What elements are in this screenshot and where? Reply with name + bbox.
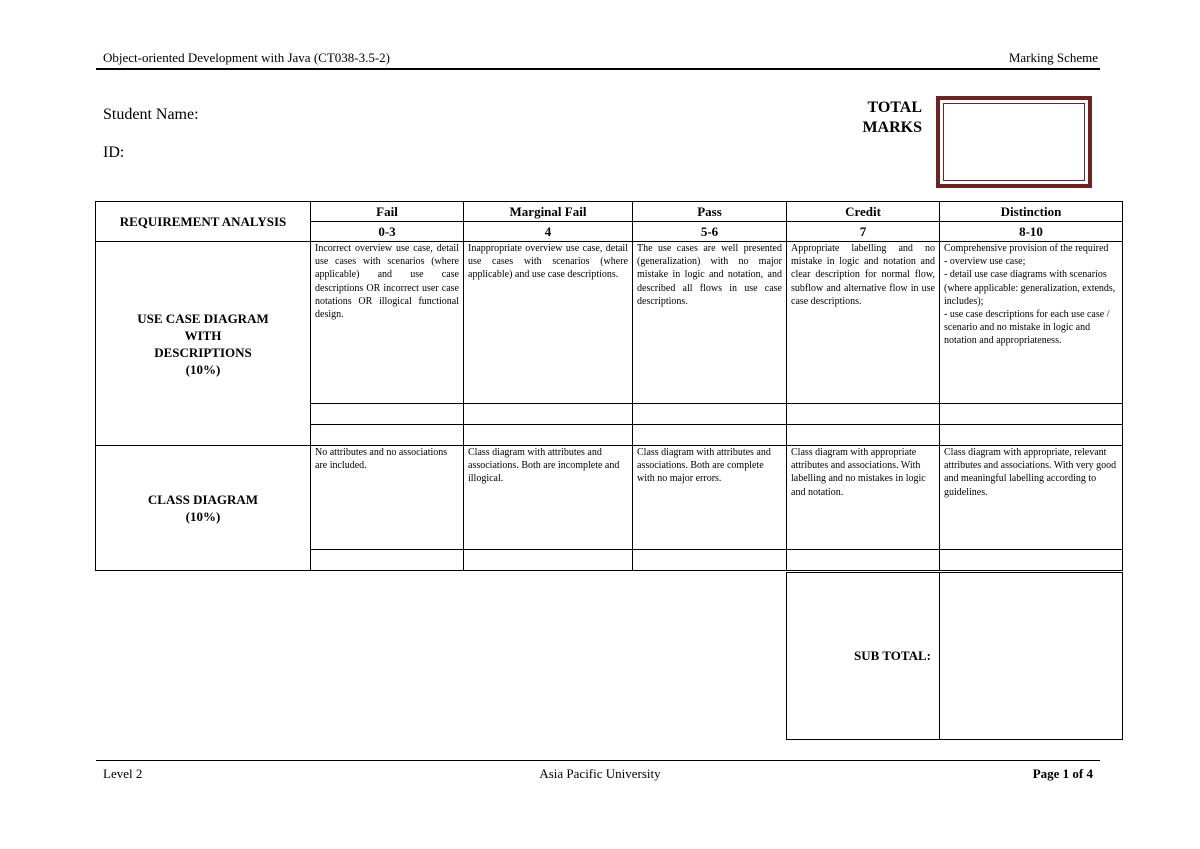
band-range: 0-3 — [311, 222, 464, 242]
criterion-title-line: (10%) — [185, 509, 221, 524]
descriptor-cell — [633, 446, 787, 550]
descriptor-text: Class diagram with appropriate, relevant attributes and associations. With very good and meaningful labelling according to guidelines. — [944, 447, 1117, 498]
descriptor-text: Class diagram with attributes and associations. Both are complete with no major errors. — [637, 447, 771, 485]
footer-rule — [96, 760, 1100, 761]
descriptor-cell — [633, 242, 787, 404]
descriptor-text: Class diagram with appropriate attributes and associations. With labelling and no mistakes in logic and notation. — [791, 447, 926, 498]
total-marks-box — [936, 96, 1092, 188]
descriptor-text: Appropriate labelling and no mistake in logic and notation and clear description for normal flow, subflow and alternative flow in use case descriptions. — [791, 243, 935, 307]
course-title: Object-oriented Development with Java (CT038-3.5-2) — [103, 50, 390, 65]
total-marks-label — [862, 98, 922, 138]
criterion-class-diagram — [96, 446, 311, 571]
footer-page: Page 1 of 4 — [1032, 766, 1093, 781]
criterion-title-line: (10%) — [185, 361, 221, 377]
header-rule — [96, 68, 1100, 70]
descriptor-cell — [787, 446, 940, 550]
rubric-table — [95, 201, 1123, 571]
doc-type: Marking Scheme — [1008, 50, 1098, 65]
criterion-use-case — [96, 242, 311, 446]
criterion-title-line: USE CASE DIAGRAM — [137, 310, 269, 326]
descriptor-cell — [311, 446, 464, 550]
subtotal-value-cell — [940, 573, 1123, 740]
descriptor-text: Class diagram with attributes and associations. Both are incomplete and illogical. — [468, 447, 620, 485]
footer-level: Level 2 — [103, 766, 143, 781]
band-name: Fail — [311, 202, 464, 222]
footer-university: Asia Pacific University — [539, 766, 661, 781]
student-id-label: ID: — [103, 144, 125, 161]
band-name: Distinction — [940, 202, 1123, 222]
descriptor-cell — [787, 242, 940, 404]
student-name-label: Student Name: — [103, 106, 199, 123]
band-name: Pass — [633, 202, 787, 222]
band-range: 4 — [464, 222, 633, 242]
descriptor-text: The use cases are well presented (generalization) with no major mistake in logic and notation, and described all flows in use case descriptions. — [637, 243, 782, 307]
subtotal-table — [786, 572, 1123, 740]
descriptor-cell — [464, 446, 633, 550]
descriptor-cell — [311, 242, 464, 404]
descriptor-text: Comprehensive provision of the required - overview use case; - detail use case diagrams with scenarios (where applicable: generalization, extends, includes); - use case descriptions for each use case / scenario and no mistake in logic and notation and appropriateness. — [944, 243, 1116, 347]
band-range: 8-10 — [940, 222, 1123, 242]
total-marks-line1: TOTAL — [867, 99, 922, 116]
section-title: REQUIREMENT ANALYSIS — [96, 202, 311, 242]
subtotal-label: SUB TOTAL: — [787, 573, 940, 740]
band-range: 5-6 — [633, 222, 787, 242]
criterion-title-line: CLASS DIAGRAM — [147, 492, 259, 507]
descriptor-text: Incorrect overview use case, detail use cases with scenarios (where applicable) and use case descriptions OR incorrect user case notations OR illogical functional design. — [315, 243, 459, 321]
band-range: 7 — [787, 222, 940, 242]
band-name: Credit — [787, 202, 940, 222]
descriptor-cell — [464, 242, 633, 404]
criterion-title-line: DESCRIPTIONS — [154, 344, 252, 360]
descriptor-text: Inappropriate overview use case, detail use cases with scenarios (where applicable) and use case descriptions. — [468, 243, 628, 281]
descriptor-text: No attributes and no associations are included. — [315, 447, 448, 472]
total-marks-line2: MARKS — [862, 119, 922, 136]
band-name: Marginal Fail — [464, 202, 633, 222]
criterion-title-line: WITH — [184, 327, 222, 343]
descriptor-cell — [940, 242, 1123, 404]
descriptor-cell — [940, 446, 1123, 550]
